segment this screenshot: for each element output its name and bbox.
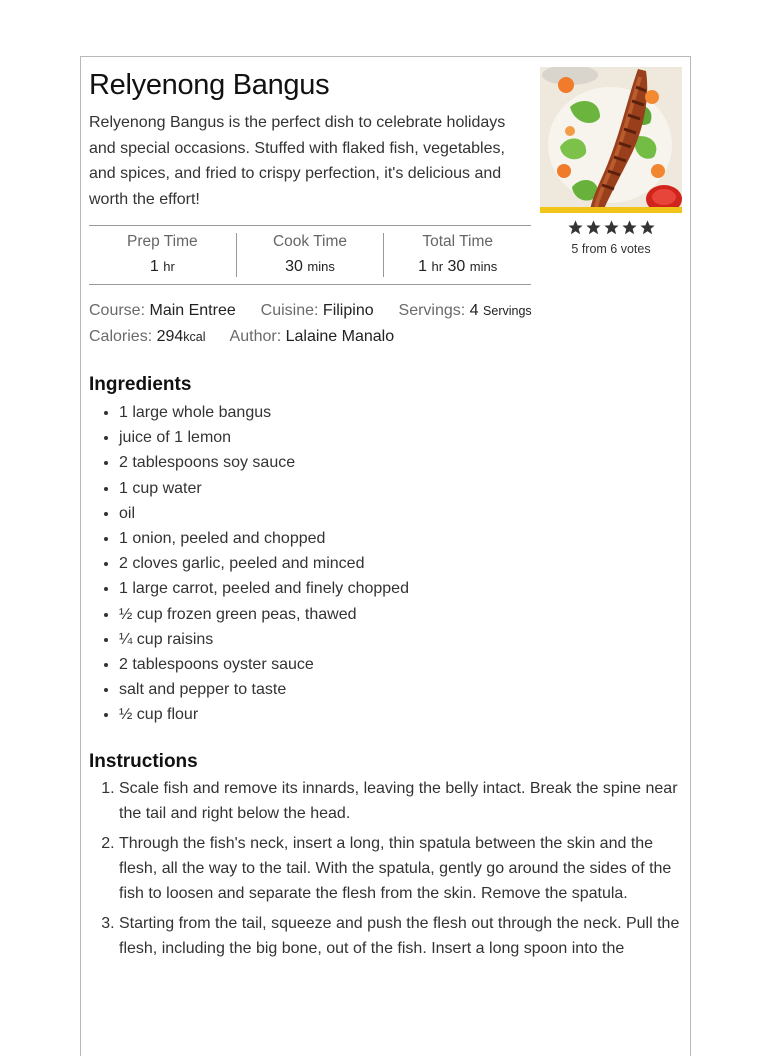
ingredient-item: • 2 tablespoons oyster sauce xyxy=(119,652,409,677)
instruction-step: 2. Through the fish's neck, insert a long, thin spatula between the skin and the flesh, all the way to the tail. With the spatula, gently go around the sides of the fish to loosen and separate the flesh from the skin. Remove the spatula. xyxy=(119,831,687,906)
meta-row-1 xyxy=(89,298,532,324)
instruction-step: 1. Scale fish and remove its innards, leaving the belly intact. Break the spine near the tail and right below the head. xyxy=(119,776,687,826)
total-time-minutes: 30 xyxy=(447,258,466,275)
calories-value: 294 xyxy=(156,328,184,345)
star-icon[interactable] xyxy=(567,219,584,236)
total-time-value xyxy=(384,258,531,276)
recipe-title: Relyenong Bangus xyxy=(89,69,330,101)
cook-time xyxy=(236,233,384,277)
recipe-meta xyxy=(89,298,532,350)
total-time-label: Total Time xyxy=(422,233,493,250)
total-time xyxy=(383,233,531,277)
ingredients-list xyxy=(119,400,409,728)
ingredients-heading: Ingredients xyxy=(89,374,192,395)
cook-time-value xyxy=(237,258,384,276)
calories-label: Calories: xyxy=(89,328,153,345)
times-table xyxy=(89,225,531,285)
ingredient-item: • oil xyxy=(119,501,409,526)
calories-unit: kcal xyxy=(183,330,206,344)
total-time-hours-unit: hr xyxy=(431,259,444,274)
prep-time xyxy=(89,226,236,284)
star-icon[interactable] xyxy=(585,219,602,236)
total-time-hours: 1 xyxy=(418,258,428,275)
servings-label: Servings: xyxy=(398,302,466,319)
course-label: Course: xyxy=(89,302,146,319)
stuffed-fish-image xyxy=(540,67,682,213)
ingredient-item: • ¼ cup raisins xyxy=(119,627,409,652)
author-label: Author: xyxy=(229,328,282,345)
ingredient-item: • 1 large carrot, peeled and finely chopped xyxy=(119,576,409,601)
ingredient-item: • 2 tablespoons soy sauce xyxy=(119,450,409,475)
cook-time-label: Cook Time xyxy=(272,233,348,250)
star-icon[interactable] xyxy=(621,219,638,236)
author-value: Lalaine Manalo xyxy=(285,328,395,345)
ingredient-item: • 1 onion, peeled and chopped xyxy=(119,526,409,551)
star-icon[interactable] xyxy=(603,219,620,236)
votes-text: 5 from 6 votes xyxy=(571,242,651,256)
meta-row-2 xyxy=(89,324,532,350)
ingredient-item: • ½ cup flour xyxy=(119,702,409,727)
total-time-minutes-unit: mins xyxy=(469,259,498,274)
rating-block xyxy=(540,219,682,256)
instructions-heading: Instructions xyxy=(89,751,198,772)
ingredient-item: • 1 cup water xyxy=(119,476,409,501)
prep-time-value xyxy=(89,258,236,276)
recipe-summary: Relyenong Bangus is the perfect dish to celebrate holidays and special occasions. Stuffed with flaked fish, vegetables, and spices, and fried to crispy perfection, it's delicious and worth the effort! xyxy=(89,114,506,208)
cook-time-number: 30 xyxy=(285,258,303,275)
recipe-photo[interactable] xyxy=(540,67,682,213)
ingredient-item: • 1 large whole bangus xyxy=(119,400,409,425)
prep-time-number: 1 xyxy=(149,258,159,275)
servings-value[interactable]: 4 xyxy=(469,302,479,319)
ingredient-item: • salt and pepper to taste xyxy=(119,677,409,702)
recipe-card xyxy=(80,56,691,1056)
cuisine-label: Cuisine: xyxy=(260,302,319,319)
ingredient-item: • 2 cloves garlic, peeled and minced xyxy=(119,551,409,576)
prep-time-label: Prep Time xyxy=(127,233,198,250)
ingredient-item: • juice of 1 lemon xyxy=(119,425,409,450)
instruction-step: 3. Starting from the tail, squeeze and push the flesh out through the neck. Pull the flesh, including the big bone, out of the fish. Insert a long spoon into the xyxy=(119,911,687,961)
instructions-list xyxy=(119,776,687,966)
ingredient-item: • ½ cup frozen green peas, thawed xyxy=(119,602,409,627)
star-rating[interactable] xyxy=(540,219,682,236)
cuisine-value: Filipino xyxy=(322,302,374,319)
prep-time-unit: hr xyxy=(163,259,175,274)
cook-time-unit: mins xyxy=(307,259,335,274)
servings-unit: Servings xyxy=(483,304,532,318)
star-icon[interactable] xyxy=(639,219,656,236)
course-value: Main Entree xyxy=(149,302,236,319)
